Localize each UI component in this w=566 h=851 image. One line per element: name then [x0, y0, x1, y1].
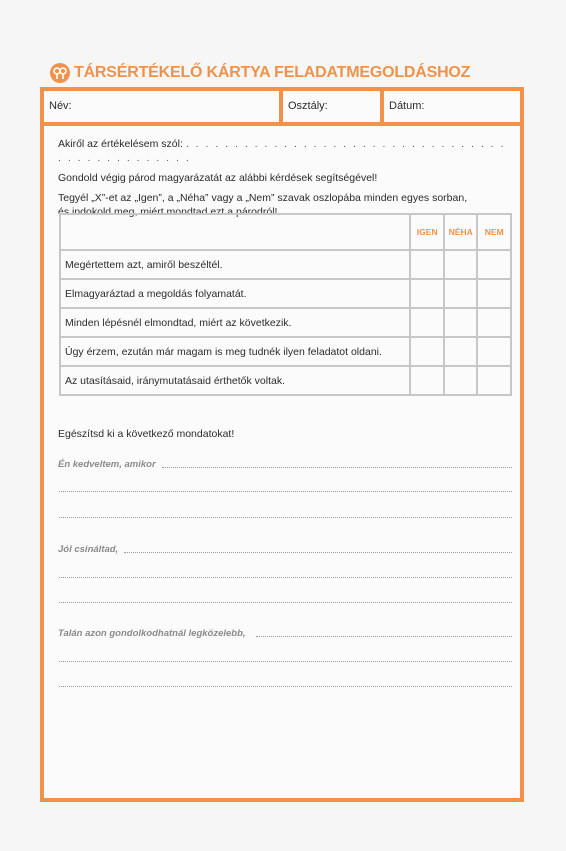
checkbox-cell[interactable]	[444, 250, 478, 279]
page-title: TÁRSÉRTÉKELŐ KÁRTYA FELADATMEGOLDÁSHOZ	[74, 64, 471, 81]
checkbox-cell[interactable]	[444, 279, 478, 308]
class-label: Osztály:	[288, 100, 328, 112]
table-header-blank	[60, 214, 410, 250]
title-row	[50, 63, 470, 83]
intro-line-3: Tegyél „X”-et az „Igen”, a „Néha” vagy a „Nem” szavak oszlopába minden egyes sorban,	[58, 192, 468, 204]
name-field[interactable]	[44, 91, 283, 122]
about-label: Akiről az értékelésem szól:	[58, 138, 183, 150]
answer-line[interactable]	[59, 517, 512, 518]
checkbox-cell[interactable]	[477, 366, 511, 395]
table-row	[60, 337, 511, 366]
checkbox-cell[interactable]	[477, 308, 511, 337]
evaluation-table	[59, 213, 512, 396]
table-row	[60, 308, 511, 337]
date-field[interactable]	[384, 91, 520, 122]
col-igen: IGEN	[410, 214, 444, 250]
checkbox-cell[interactable]	[410, 366, 444, 395]
checkbox-cell[interactable]	[444, 366, 478, 395]
checkbox-cell[interactable]	[477, 250, 511, 279]
table-row	[60, 279, 511, 308]
complete-heading: Egészítsd ki a következő mondatokat!	[58, 428, 235, 440]
checkbox-cell[interactable]	[444, 308, 478, 337]
table-row	[60, 250, 511, 279]
row-statement: Minden lépésnél elmondtad, miért az következik.	[60, 308, 410, 337]
answer-line[interactable]	[162, 467, 512, 468]
col-neha: NÉHA	[444, 214, 478, 250]
row-statement: Az utasításaid, iránymutatásaid érthetők voltak.	[60, 366, 410, 395]
answer-line[interactable]	[124, 552, 512, 553]
answer-line[interactable]	[59, 602, 512, 603]
name-label: Név:	[49, 100, 72, 112]
answer-line[interactable]	[59, 577, 512, 578]
class-field[interactable]	[283, 91, 384, 122]
prompt-3: Talán azon gondolkodhatnál legközelebb,	[58, 628, 246, 639]
prompt-2: Jól csináltad,	[58, 544, 119, 555]
intro-line-4: és indokold meg, miért mondtad ezt a párodról!	[58, 206, 278, 218]
row-statement: Úgy érzem, ezután már magam is meg tudnék ilyen feladatot oldani.	[60, 337, 410, 366]
table-header-row	[60, 214, 511, 250]
checkbox-cell[interactable]	[477, 279, 511, 308]
answer-line[interactable]	[256, 636, 512, 637]
checkbox-cell[interactable]	[410, 308, 444, 337]
date-label: Dátum:	[389, 100, 425, 112]
answer-line[interactable]	[59, 491, 512, 492]
prompt-1: Én kedveltem, amikor	[58, 459, 156, 470]
checkbox-cell[interactable]	[410, 279, 444, 308]
col-nem: NEM	[477, 214, 511, 250]
intro-line-2: Gondold végig párod magyarázatát az alábbi kérdések segítségével!	[58, 172, 378, 184]
peer-review-icon	[50, 63, 70, 83]
row-statement: Megértettem azt, amiről beszéltél.	[60, 250, 410, 279]
intro	[58, 137, 508, 225]
checkbox-cell[interactable]	[477, 337, 511, 366]
about-line	[58, 137, 508, 165]
checkbox-cell[interactable]	[410, 250, 444, 279]
table-row	[60, 366, 511, 395]
row-statement: Elmagyaráztad a megoldás folyamatát.	[60, 279, 410, 308]
evaluation-card	[40, 87, 524, 802]
checkbox-cell[interactable]	[410, 337, 444, 366]
header-row	[44, 91, 520, 126]
answer-line[interactable]	[59, 661, 512, 662]
about-dots[interactable]: . . . . . . . . . . . . . . . . . . . . . . . . . . . . . . . . . . . . . . . . . . . . . . .	[58, 138, 506, 164]
checkbox-cell[interactable]	[444, 337, 478, 366]
answer-line[interactable]	[59, 686, 512, 687]
